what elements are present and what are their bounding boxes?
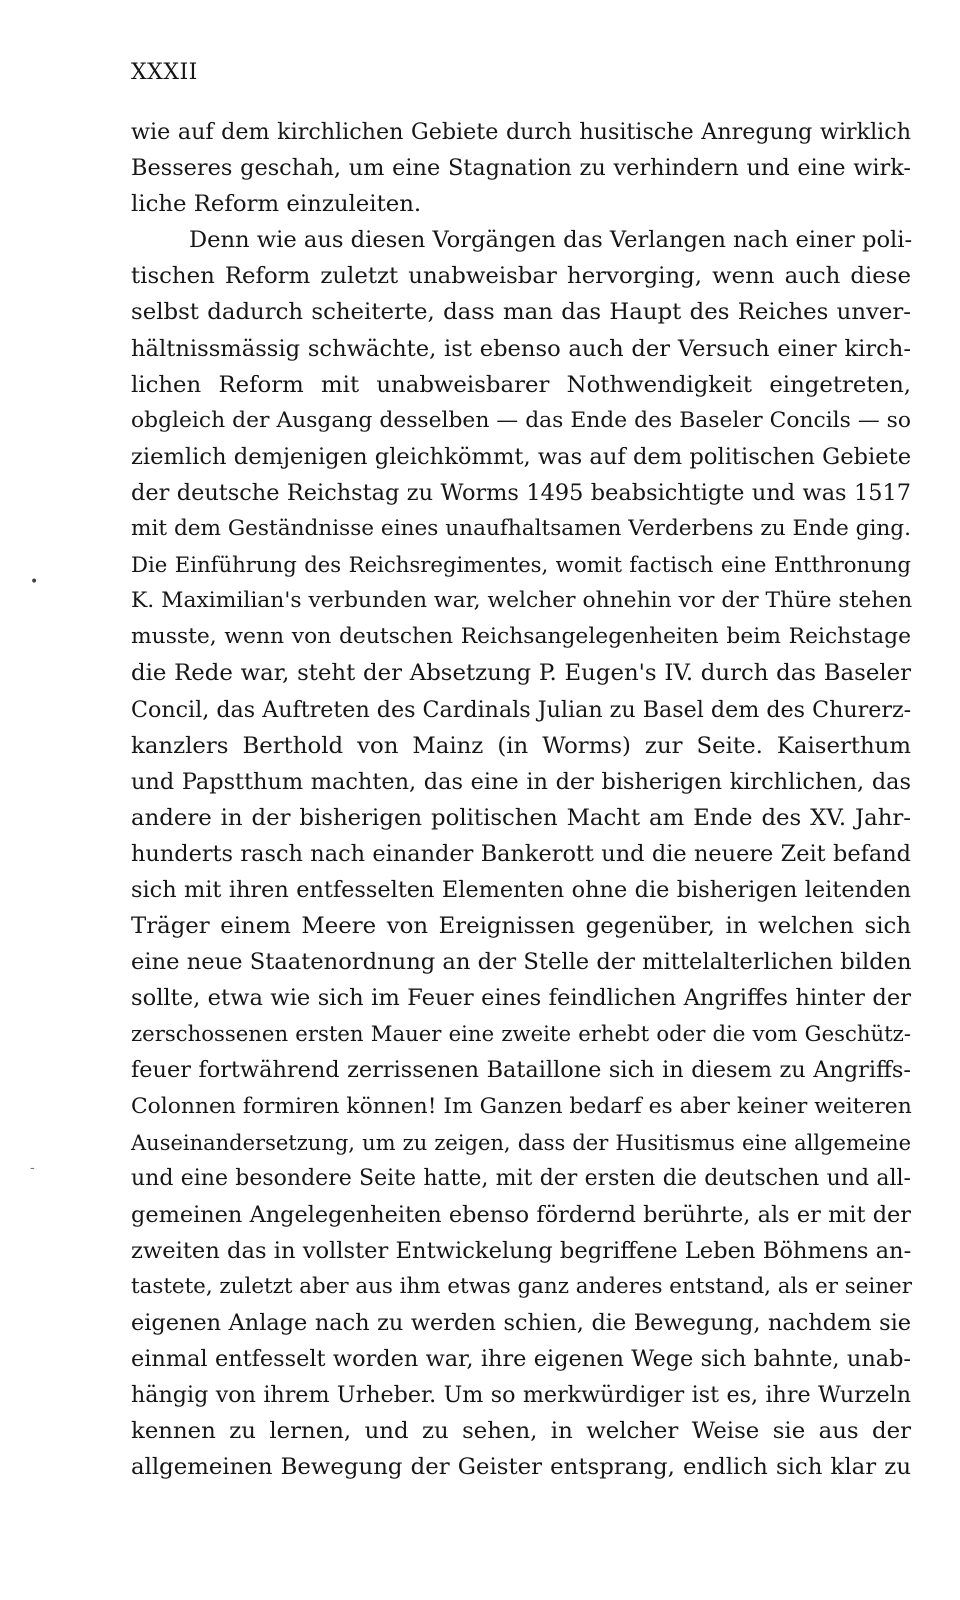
- text-line: zerschossenen ersten Mauer eine zweite erhebt oder die vom Geschütz-: [131, 1021, 911, 1047]
- text-line: eine neue Staatenordnung an der Stelle der mittelalterlichen bilden: [131, 949, 912, 976]
- text-line: und eine besondere Seite hatte, mit der ersten die deutschen und all-: [131, 1165, 911, 1191]
- text-line: kanzlers Berthold von Mainz (in Worms) zur Seite. Kaiserthum: [131, 732, 911, 759]
- text-line: tastete, zuletzt aber aus ihm etwas ganz anderes entstand, als er seiner: [131, 1274, 912, 1299]
- body-text: [131, 114, 911, 1486]
- text-line: sich mit ihren entfesselten Elementen ohne die bisherigen leitenden: [131, 876, 911, 903]
- margin-mark: -: [30, 1160, 35, 1176]
- text-line: Träger einem Meere von Ereignissen gegenüber, in welchen sich: [131, 913, 911, 940]
- text-line: sollte, etwa wie sich im Feuer eines feindlichen Angriffes hinter der: [131, 985, 911, 1012]
- text-line: allgemeinen Bewegung der Geister entsprang, endlich sich klar zu: [131, 1454, 911, 1481]
- text-line: Besseres geschah, um eine Stagnation zu verhindern und eine wirk-: [131, 155, 911, 182]
- text-line: Colonnen formiren können! Im Ganzen bedarf es aber keiner weiteren: [131, 1093, 912, 1119]
- text-line: hängig von ihrem Urheber. Um so merkwürdiger ist es, ihre Wurzeln: [131, 1382, 911, 1409]
- text-line: hunderts rasch nach einander Bankerott und die neuere Zeit befand: [131, 840, 911, 867]
- text-line: Auseinandersetzung, um zu zeigen, dass der Husitismus eine allgemeine: [131, 1130, 911, 1155]
- text-line: mit dem Geständnisse eines unaufhaltsamen Verderbens zu Ende ging.: [131, 516, 911, 542]
- text-line: selbst dadurch scheiterte, dass man das Haupt des Reiches unver-: [131, 299, 911, 326]
- text-line: musste, wenn von deutschen Reichsangelegenheiten beim Reichstage: [131, 624, 911, 650]
- text-line: feuer fortwährend zerrissenen Bataillone sich in diesem zu Angriffs-: [131, 1057, 911, 1084]
- text-line: eigenen Anlage nach zu werden schien, die Bewegung, nachdem sie: [131, 1310, 911, 1337]
- text-line: ziemlich demjenigen gleichkömmt, was auf dem politischen Gebiete: [131, 443, 912, 470]
- text-line: Concil, das Auftreten des Cardinals Julian zu Basel dem des Churerz-: [131, 696, 912, 723]
- text-line: andere in der bisherigen politischen Macht am Ende des XV. Jahr-: [131, 804, 911, 831]
- text-line: lichen Reform mit unabweisbarer Nothwendigkeit eingetreten,: [131, 371, 911, 398]
- margin-mark: •: [30, 574, 39, 590]
- text-line: wie auf dem kirchlichen Gebiete durch husitische Anregung wirklich: [131, 119, 911, 145]
- text-line: tischen Reform zuletzt unabweisbar hervorging, wenn auch diese: [131, 263, 911, 290]
- text-line: kennen zu lernen, und zu sehen, in welcher Weise sie aus der: [131, 1418, 911, 1445]
- text-line: der deutsche Reichstag zu Worms 1495 beabsichtigte und was 1517: [131, 479, 911, 506]
- text-line: die Rede war, steht der Absetzung P. Eugen's IV. durch das Baseler: [131, 660, 911, 687]
- page-number: XXXII: [131, 60, 198, 85]
- text-line: zweiten das in vollster Entwickelung begriffene Leben Böhmens an-: [131, 1237, 912, 1264]
- text-line: obgleich der Ausgang desselben — das Ende des Baseler Concils — so: [131, 407, 911, 433]
- text-line: gemeinen Angelegenheiten ebenso fördernd berührte, als er mit der: [131, 1201, 911, 1228]
- text-line: und Papstthum machten, das eine in der bisherigen kirchlichen, das: [131, 768, 911, 795]
- text-line: Die Einführung des Reichsregimentes, womit factisch eine Entthronung: [131, 552, 911, 578]
- text-line: liche Reform einzuleiten.: [131, 191, 422, 218]
- text-line: hältnissmässig schwächte, ist ebenso auch der Versuch einer kirch-: [131, 335, 911, 362]
- text-line: K. Maximilian's verbunden war, welcher ohnehin vor der Thüre stehen: [131, 588, 913, 614]
- text-line: Denn wie aus diesen Vorgängen das Verlangen nach einer poli-: [189, 227, 913, 254]
- text-line: einmal entfesselt worden war, ihre eigenen Wege sich bahnte, unab-: [131, 1346, 911, 1373]
